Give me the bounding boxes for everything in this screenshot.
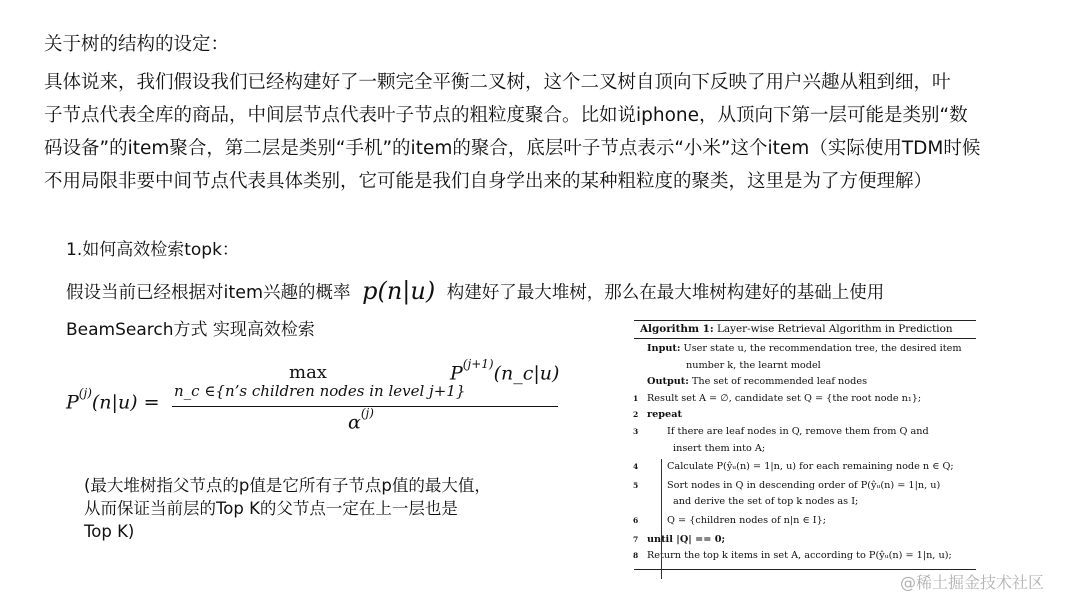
note-line: (最大堆树指父节点的p值是它所有子节点p值的最大值， (84, 476, 491, 495)
algorithm-title (634, 321, 976, 338)
step-text: Sort nodes in Q in descending order of P(ŷᵤ(n) = 1|n, u) (667, 479, 941, 491)
step-text: repeat (647, 409, 682, 421)
algorithm-input-label: Input: (647, 343, 681, 354)
algorithm-step (634, 548, 976, 565)
step-number: 4 (633, 462, 639, 472)
heading: 关于树的结构的设定： (44, 34, 230, 55)
section-text-after: 构建好了最大堆树，那么在最大堆树构建好的基础上使用 (446, 283, 885, 303)
section-text (66, 276, 884, 307)
formula-rhs-args: (n_c|u) (493, 362, 560, 385)
formula-lhs-sup: (j) (78, 386, 92, 400)
step-number: 1 (633, 393, 639, 403)
formula-max-sub: n_c ∈{n’s children nodes in level j+1} (174, 382, 466, 400)
formula-denominator-sup: (j) (360, 406, 374, 420)
step-text: and derive the set of top k nodes as I; (673, 496, 859, 508)
para-line: 码设备”的item聚合，第二层是类别“手机”的item的聚合，底层叶子节点表示“小米”这个item（实际使用TDM时候 (44, 138, 981, 159)
algorithm-step (634, 441, 976, 458)
algorithm-box (634, 320, 976, 570)
inline-formula: p(n|u) (362, 277, 436, 305)
step-text: insert them into A; (673, 442, 766, 454)
algorithm-step (634, 424, 976, 441)
algorithm-step (634, 391, 976, 408)
algorithm-step (634, 459, 976, 476)
step-number: 8 (633, 551, 639, 561)
section-text-line2: BeamSearch方式 实现高效检索 (66, 320, 315, 340)
note-line: Top K) (84, 522, 135, 541)
step-number: 2 (633, 410, 639, 420)
para-line: 具体说来，我们假设我们已经构建好了一颗完全平衡二叉树，这个二叉树自顶向下反映了用户兴趣从粗到细，叶 (44, 72, 951, 93)
formula-lhs-args: (n|u) = (91, 391, 160, 414)
step-number: 7 (633, 534, 639, 544)
formula-denominator: α (348, 411, 361, 434)
para-line: 不用局限非要中间节点代表具体类别，它可能是我们自身学出来的某种粗粒度的聚类，这里是为了方便理解） (44, 171, 933, 192)
algorithm-input-cont: number k, the learnt model (686, 359, 821, 371)
algorithm-title-bold: Algorithm 1: (640, 323, 714, 335)
step-number: 6 (633, 515, 639, 525)
watermark: @稀土掘金技术社区 (900, 573, 1045, 592)
algorithm-loop-bar (661, 459, 662, 579)
algorithm-output (634, 374, 976, 391)
step-number: 5 (633, 480, 639, 490)
step-number: 3 (633, 426, 639, 436)
algorithm-step (634, 478, 976, 495)
section-title: 1.如何高效检索topk： (66, 240, 239, 260)
algorithm-step (634, 407, 976, 424)
note (84, 474, 491, 543)
algorithm-input (634, 341, 976, 358)
algorithm-step (634, 513, 976, 530)
step-text: until |Q| == 0; (647, 533, 726, 545)
formula (66, 357, 566, 440)
intro-paragraph (44, 66, 980, 198)
formula-rhs-sup: (j+1) (462, 357, 494, 371)
step-text: Result set A = ∅, candidate set Q = {the root node n₁}; (647, 392, 922, 404)
algorithm-step (634, 532, 976, 549)
note-line: 从而保证当前层的Top K的父节点一定在上一层也是 (84, 499, 458, 518)
algorithm-input-text: User state u, the recommendation tree, the desired item (683, 343, 962, 354)
para-line: 子节点代表全库的商品，中间层节点代表叶子节点的粗粒度聚合。比如说iphone，从顶向下第一层可能是类别“数 (44, 105, 968, 126)
step-text: Return the top k items in set A, according to P(ŷᵤ(n) = 1|n, u); (647, 550, 952, 562)
step-text: Calculate P(ŷᵤ(n) = 1|n, u) for each remaining node n ∈ Q; (667, 461, 954, 473)
section-text-before: 假设当前已经根据对item兴趣的概率 (66, 283, 351, 303)
algorithm-output-text: The set of recommended leaf nodes (691, 376, 868, 388)
formula-max: max (289, 362, 327, 383)
algorithm-output-label: Output: (647, 376, 689, 388)
formula-rhs: P (450, 362, 463, 385)
formula-lhs: P (66, 391, 79, 414)
algorithm-title-rest: Layer-wise Retrieval Algorithm in Prediction (716, 323, 953, 335)
algorithm-step (634, 494, 976, 511)
step-text: Q = {children nodes of n|n ∈ I}; (667, 514, 827, 526)
step-text: If there are leaf nodes in Q, remove them from Q and (667, 425, 929, 437)
